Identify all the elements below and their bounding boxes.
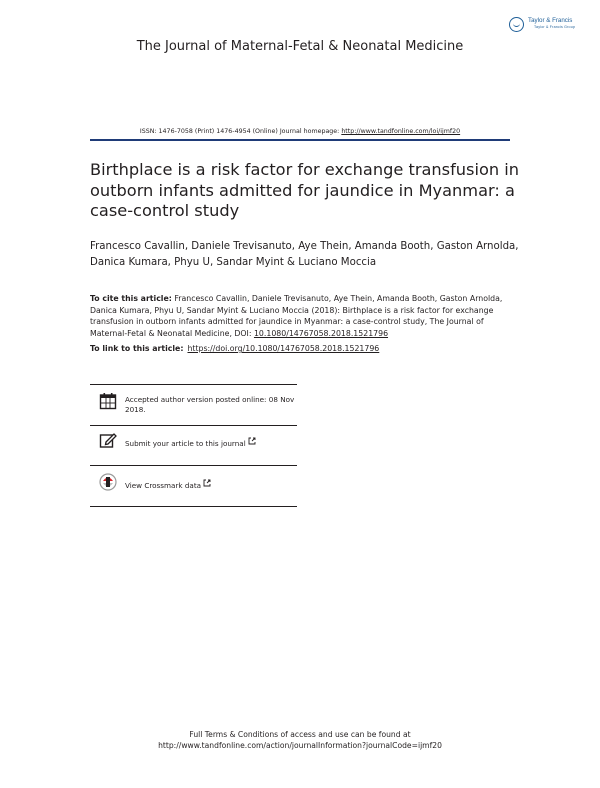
journal-title: The Journal of Maternal-Fetal & Neonatal Medicine	[136, 39, 464, 54]
citation-block	[90, 293, 520, 339]
journal-homepage-link[interactable]: http://www.tandfonline.com/loi/ijmf20	[341, 128, 461, 135]
terms-url[interactable]: http://www.tandfonline.com/action/journalInformation?journalCode=ijmf20	[158, 741, 442, 750]
crossmark-icon[interactable]	[99, 473, 117, 491]
doi-link[interactable]: 10.1080/14767058.2018.1521796	[253, 328, 389, 338]
panel-divider	[90, 506, 297, 507]
terms-text: Full Terms & Conditions of access and use can be found at	[189, 730, 411, 739]
external-link-icon	[248, 437, 256, 445]
citation-label: To cite this article:	[90, 294, 172, 303]
article-link-line	[90, 343, 520, 355]
citation-text: Francesco Cavallin, Daniele Trevisanuto, Aye Thein, Amanda Booth, Gaston Arnolda, Danica Kumara, Phyu U, Sandar Myint & Luciano Moccia (2018): Birthplace is a risk factor for exchange transfusion in outborn infants admitted for jaundice in Myanmar: a case-control study, The Journal of Maternal-Fetal & Neonatal Medicine, DOI:	[90, 294, 503, 338]
panel-divider	[90, 384, 297, 385]
issn-text: ISSN: 1476-7058 (Print) 1476-4954 (Online) Journal homepage:	[139, 128, 342, 135]
publisher-logo[interactable]	[509, 15, 589, 37]
article-authors: Francesco Cavallin, Daniele Trevisanuto, Aye Thein, Amanda Booth, Gaston Arnolda, Danica Kumara, Phyu U, Sandar Myint & Luciano Moccia	[90, 241, 519, 268]
issn-line	[0, 128, 600, 135]
header-divider	[90, 139, 510, 141]
submit-article-link[interactable]	[125, 437, 297, 449]
article-title: Birthplace is a risk factor for exchange transfusion in outborn infants admitted for jaundice in Myanmar: a case-control study	[90, 160, 520, 220]
external-link-icon	[203, 479, 211, 487]
crossmark-text: View Crossmark data	[125, 481, 202, 490]
panel-divider	[90, 425, 297, 426]
terms-footer	[0, 729, 600, 751]
crossmark-link[interactable]	[125, 479, 297, 491]
publisher-name: Taylor & Francis	[528, 17, 573, 24]
calendar-icon	[99, 392, 117, 410]
submit-article-text: Submit your article to this journal	[125, 439, 246, 448]
edit-icon[interactable]	[99, 431, 117, 449]
article-doi-url[interactable]: https://doi.org/10.1080/14767058.2018.1521796	[187, 344, 380, 353]
publisher-logo-icon	[509, 17, 524, 32]
panel-divider	[90, 465, 297, 466]
publisher-group: Taylor & Francis Group	[534, 25, 576, 29]
article-link-label: To link to this article:	[90, 344, 184, 353]
accepted-version-text: Accepted author version posted online: 08 Nov 2018.	[125, 395, 295, 414]
